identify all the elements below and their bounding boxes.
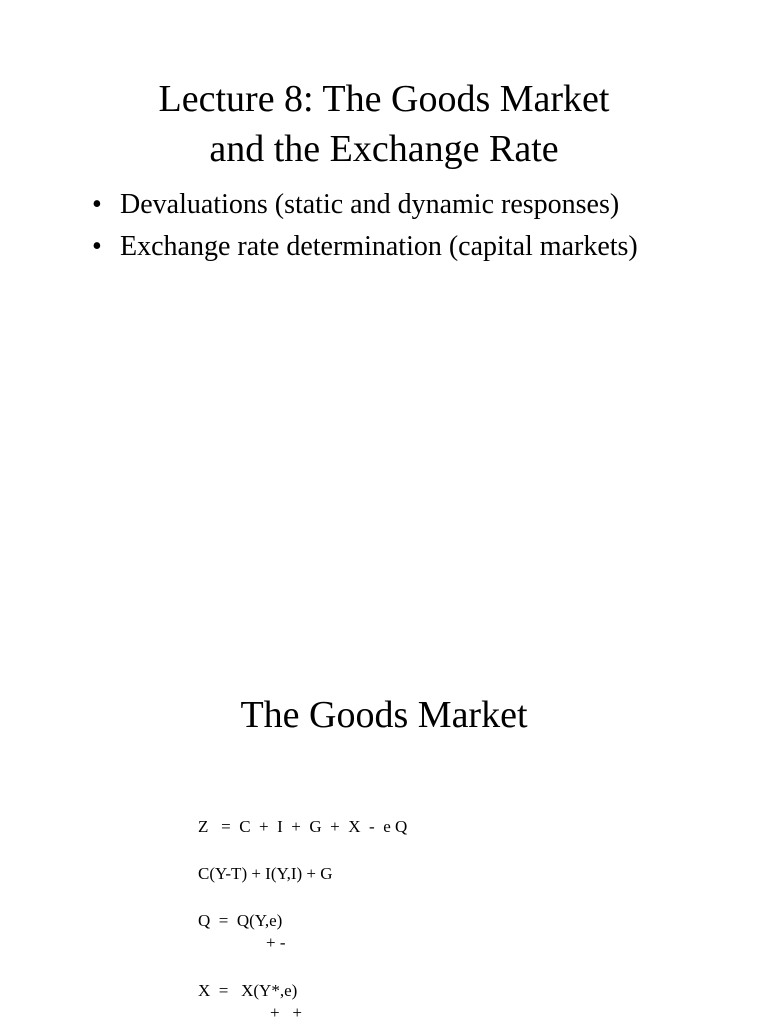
equation-q-signs: + -: [266, 933, 286, 952]
bullet-icon: •: [92, 231, 102, 262]
equation-q: Q = Q(Y,e): [198, 911, 283, 930]
bullet-text: Exchange rate determination (capital markets): [120, 231, 638, 262]
bullet-item-devaluations: [92, 186, 652, 224]
equation-x: X = X(Y*,e): [198, 981, 298, 1000]
equation-c: C(Y-T) + I(Y,I) + G: [198, 864, 333, 883]
equation-block: [198, 816, 408, 1022]
slide-goods-market: [0, 512, 768, 1024]
title-line-2: and the Exchange Rate: [209, 128, 559, 170]
equation-x-signs: + +: [270, 1003, 302, 1022]
bullet-text: Devaluations (static and dynamic responses): [120, 189, 620, 220]
slide-title: The Goods Market: [240, 694, 528, 736]
title-line-1: Lecture 8: The Goods Market: [158, 78, 610, 120]
bullet-list: [92, 186, 652, 270]
slide-title: [0, 74, 768, 174]
equation-z: Z = C + I + G + X - e Q: [198, 817, 408, 836]
bullet-item-exchange-rate: [92, 228, 652, 266]
bullet-icon: •: [92, 189, 102, 220]
